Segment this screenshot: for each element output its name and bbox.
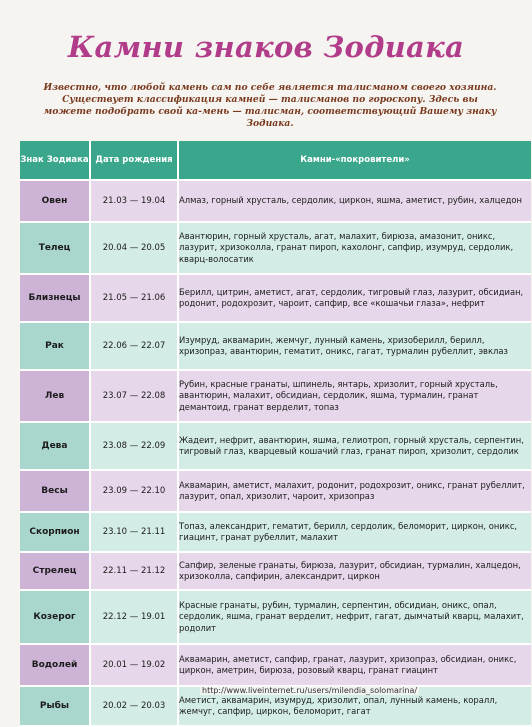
row-stones: Сапфир, зеленые гранаты, бирюза, лазурит, обсидиан, турмалин, халцедон, хризоколла, сапфирин, александрит, циркон [178,552,531,590]
row-stones: Изумруд, аквамарин, жемчуг, лунный камень, хризоберилл, берилл, хризопраз, авантюрин, гематит, оникс, гагат, турмалин рубеллит, эвклаз [178,322,531,370]
row-sign: Овен [20,180,90,222]
row-date: 20.02 — 20.03 [90,686,178,726]
table-row [20,552,531,590]
row-date: 20.01 — 19.02 [90,644,178,686]
row-date: 23.07 — 22.08 [90,370,178,422]
table-row [20,370,531,422]
row-date: 23.08 — 22.09 [90,422,178,470]
intro-text: Известно, что любой камень сам по себе является талисманом своего хозяина. Существует классификация камней — талисманов по гороскопу. Здесь вы можете подобрать свой ка-мень — талисман, соответствующий Вашему знаку Зодиака. [43,82,497,129]
table-row [20,274,531,322]
table-header-row [20,141,531,180]
row-sign: Стрелец [20,552,90,590]
row-date: 23.10 — 21.11 [90,512,178,552]
header-sign: Знак Зодиака [20,141,90,180]
row-date: 21.03 — 19.04 [90,180,178,222]
table-row [20,644,531,686]
row-sign: Телец [20,222,90,274]
table-row [20,470,531,512]
table-row [20,512,531,552]
row-sign: Рыбы [20,686,90,726]
row-stones: Рубин, красные гранаты, шпинель, янтарь, хризолит, горный хрусталь, авантюрин, малахит, обсидиан, сердолик, яшма, турмалин, гранат демантоид, гранат верделит, топаз [178,370,531,422]
table-row [20,422,531,470]
header-stones: Камни-«покровители» [178,141,531,180]
header-date: Дата рождения [90,141,178,180]
table-row [20,180,531,222]
row-sign: Близнецы [20,274,90,322]
row-sign: Весы [20,470,90,512]
row-date: 21.05 — 21.06 [90,274,178,322]
row-sign: Козерог [20,590,90,644]
row-stones: Алмаз, горный хрусталь, сердолик, циркон, яшма, аметист, рубин, халцедон [178,180,531,222]
row-date: 22.12 — 19.01 [90,590,178,644]
row-sign: Лев [20,370,90,422]
row-date: 20.04 — 20.05 [90,222,178,274]
row-stones: Жадеит, нефрит, авантюрин, яшма, гелиотроп, горный хрусталь, серпентин, тигровый глаз, кварцевый кошачий глаз, гранат пироп, хризолит, сердолик [178,422,531,470]
row-date: 22.06 — 22.07 [90,322,178,370]
row-stones: Топаз, александрит, гематит, берилл, сердолик, беломорит, циркон, оникс, гиацинт, гранат рубеллит, малахит [178,512,531,552]
zodiac-stones-table [20,141,531,727]
row-stones: Аметист, аквамарин, изумруд, хризолит, опал, лунный камень, коралл, жемчуг, сапфир, циркон, беломорит, гагат [178,686,531,726]
row-stones: Аквамарин, аметист, сапфир, гранат, лазурит, хризопраз, обсидиан, оникс, циркон, аметрин, бирюза, розовый кварц, гранат гиацинт [178,644,531,686]
row-sign: Водолей [20,644,90,686]
row-stones: Берилл, цитрин, аметист, агат, сердолик, тигровый глаз, лазурит, обсидиан, родонит, родохрозит, чароит, сапфир, все «кошачьи глаза», нефрит [178,274,531,322]
row-stones: Красные гранаты, рубин, турмалин, серпентин, обсидиан, оникс, опал, сердолик, яшма, гранат верделит, нефрит, гагат, дымчатый кварц, малахит, родолит [178,590,531,644]
row-sign: Дева [20,422,90,470]
row-date: 22.11 — 21.12 [90,552,178,590]
table-row [20,590,531,644]
row-stones: Авантюрин, горный хрусталь, агат, малахит, бирюза, амазонит, оникс, лазурит, хризоколла, гранат пироп, кахолонг, сапфир, изумруд, сердолик, кварц-волосатик [178,222,531,274]
table-row [20,322,531,370]
row-date: 23.09 — 22.10 [90,470,178,512]
page-title: Камни знаков Зодиака [67,30,465,64]
table-row [20,222,531,274]
row-sign: Скорпион [20,512,90,552]
row-sign: Рак [20,322,90,370]
row-stones: Аквамарин, аметист, малахит, родонит, родохрозит, оникс, гранат рубеллит, лазурит, опал, хризолит, чароит, хризопраз [178,470,531,512]
watermark-url: http://www.liveinternet.ru/users/milendia_solomarina/ [202,686,418,695]
